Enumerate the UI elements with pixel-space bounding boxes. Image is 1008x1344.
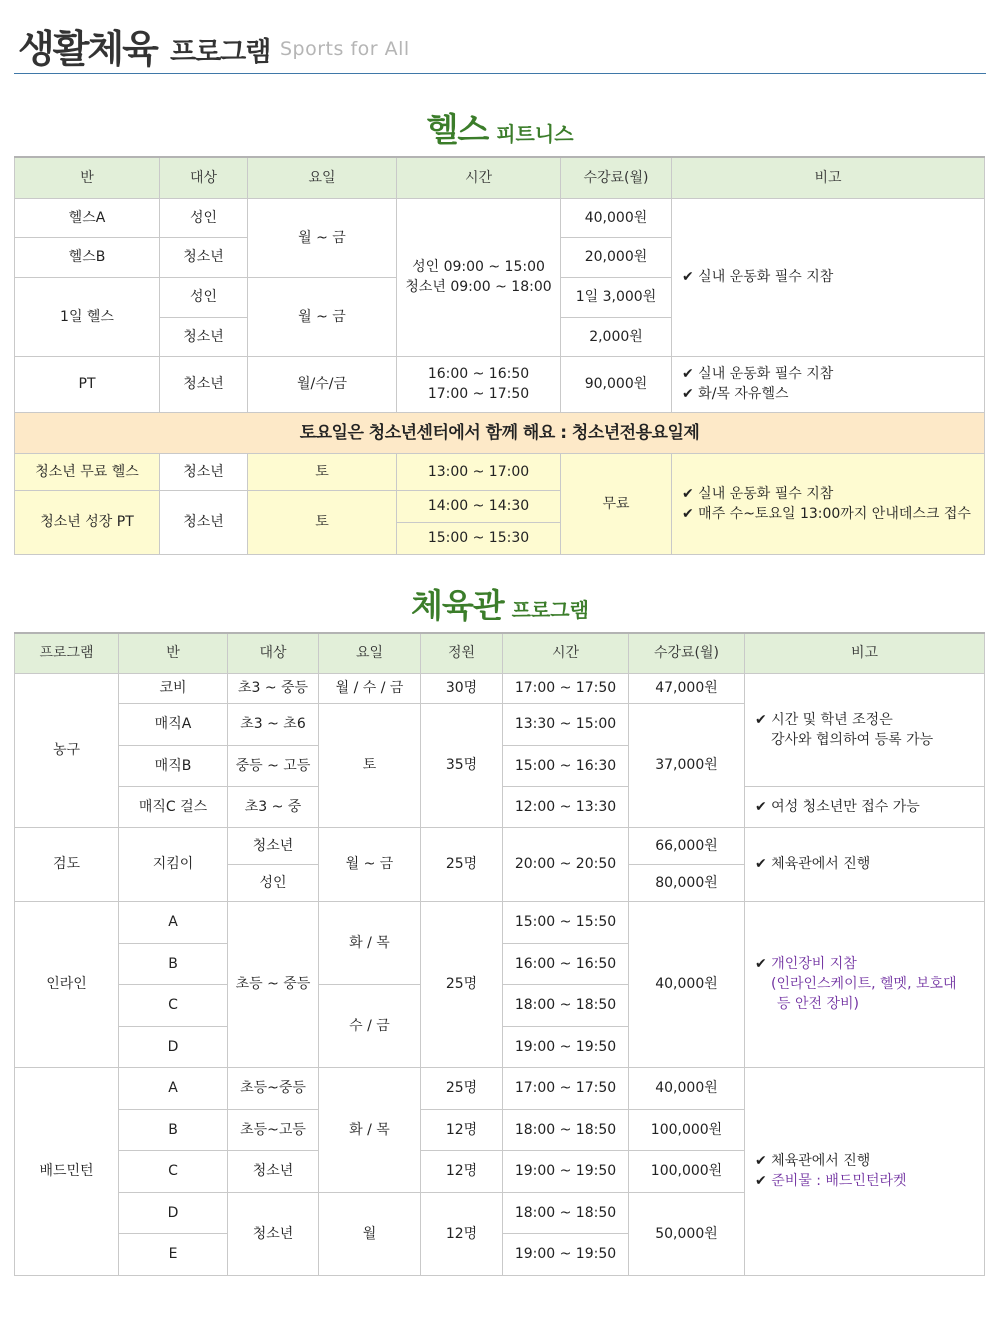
capacity-cell: 25명: [421, 901, 503, 1067]
note-line: ✔ 화/목 자유헬스: [682, 386, 789, 402]
col-header: 수강료(월): [629, 633, 745, 673]
target-cell: 성인: [228, 864, 319, 901]
time-cell: 13:00 ~ 17:00: [397, 453, 561, 490]
fee-cell: 무료: [561, 453, 672, 554]
note-line: 등 안전 장비): [777, 996, 859, 1012]
gym-table: [14, 632, 985, 1276]
day-cell: 월 / 수 / 금: [319, 673, 421, 703]
health-table: [14, 156, 985, 555]
time-cell: 16:00 ~ 16:50: [503, 943, 629, 984]
col-header: 대상: [228, 633, 319, 673]
time-line: 청소년 09:00 ~ 18:00: [405, 279, 552, 295]
target-cell: 초3 ~ 중: [228, 786, 319, 827]
table-row: [15, 1067, 985, 1109]
saturday-banner: 토요일은 청소년센터에서 함께 해요 : 청소년전용요일제: [15, 412, 985, 453]
time-cell: 13:30 ~ 15:00: [503, 703, 629, 745]
time-cell: [397, 198, 561, 356]
day-cell: 월 ~ 금: [248, 277, 397, 356]
class-cell: 헬스A: [15, 198, 160, 237]
time-line: 성인 09:00 ~ 15:00: [412, 259, 545, 275]
target-cell: 중등 ~ 고등: [228, 745, 319, 786]
page-title-english: Sports for All: [280, 38, 410, 60]
fee-cell: 1일 3,000원: [561, 277, 672, 317]
gym-title: 체육관: [411, 586, 504, 625]
note-line: ✔ 시간 및 학년 조정은: [755, 711, 893, 728]
fee-cell: 50,000원: [629, 1192, 745, 1275]
program-cell: 인라인: [15, 901, 119, 1067]
capacity-cell: 12명: [421, 1109, 503, 1150]
target-cell: 초등~중등: [228, 1067, 319, 1109]
col-header: 시간: [397, 157, 561, 198]
fee-cell: 80,000원: [629, 864, 745, 901]
note-cell: ✔ 실내 운동화 필수 지참: [672, 198, 985, 356]
target-cell: 초3 ~ 초6: [228, 703, 319, 745]
table-row: [15, 673, 985, 703]
time-cell: 12:00 ~ 13:30: [503, 786, 629, 827]
table-row: [15, 453, 985, 490]
time-cell: 14:00 ~ 14:30: [397, 490, 561, 522]
note-line: ✔ 실내 운동화 필수 지참: [682, 366, 834, 382]
col-header: 프로그램: [15, 633, 119, 673]
note-cell: ✔ 여성 청소년만 접수 가능: [745, 786, 985, 827]
time-line: 17:00 ~ 17:50: [427, 386, 530, 402]
class-cell: 청소년 성장 PT: [15, 490, 160, 554]
time-cell: 15:00 ~ 16:30: [503, 745, 629, 786]
day-cell: 화 / 목: [319, 1067, 421, 1192]
class-cell: B: [119, 1109, 228, 1150]
fee-cell: 20,000원: [561, 237, 672, 277]
page-title: 생활체육: [18, 27, 157, 71]
target-cell: 청소년: [160, 317, 248, 356]
note-line: 준비물 : 배드민턴라켓: [771, 1173, 907, 1189]
capacity-cell: 25명: [421, 827, 503, 901]
class-cell: C: [119, 984, 228, 1026]
time-cell: 20:00 ~ 20:50: [503, 827, 629, 901]
table-row: [15, 827, 985, 864]
time-line: 16:00 ~ 16:50: [427, 366, 530, 382]
class-cell: B: [119, 943, 228, 984]
health-subtitle: 피트니스: [496, 122, 574, 146]
fee-cell: 40,000원: [629, 901, 745, 1067]
table-row: [15, 198, 985, 237]
col-header: 수강료(월): [561, 157, 672, 198]
day-cell: 월 ~ 금: [248, 198, 397, 277]
time-cell: 17:00 ~ 17:50: [503, 1067, 629, 1109]
class-cell: 매직B: [119, 745, 228, 786]
fee-cell: 90,000원: [561, 356, 672, 412]
capacity-cell: 30명: [421, 673, 503, 703]
day-cell: 월/수/금: [248, 356, 397, 412]
target-cell: 성인: [160, 198, 248, 237]
day-cell: 토: [319, 703, 421, 827]
note-cell: [672, 356, 985, 412]
day-cell: 월: [319, 1192, 421, 1275]
class-cell: PT: [15, 356, 160, 412]
gym-header-row: [15, 633, 985, 673]
class-cell: D: [119, 1026, 228, 1067]
gym-section-title: [14, 580, 986, 627]
note-line: 개인장비 지참: [771, 956, 857, 972]
time-cell: 15:00 ~ 15:30: [397, 522, 561, 554]
check-icon: ✔: [755, 1173, 767, 1189]
class-cell: A: [119, 1067, 228, 1109]
class-cell: 지킴이: [119, 827, 228, 901]
day-cell: 토: [248, 453, 397, 490]
note-cell: ✔ 체육관에서 진행: [745, 827, 985, 901]
program-cell: 배드민턴: [15, 1067, 119, 1275]
class-cell: 헬스B: [15, 237, 160, 277]
col-header: 정원: [421, 633, 503, 673]
col-header: 요일: [319, 633, 421, 673]
note-line: ✔ 매주 수~토요일 13:00까지 안내데스크 접수: [682, 505, 971, 522]
capacity-cell: 35명: [421, 703, 503, 827]
class-cell: 1일 헬스: [15, 277, 160, 356]
fee-cell: 37,000원: [629, 703, 745, 827]
fee-cell: 40,000원: [561, 198, 672, 237]
table-row: [15, 356, 985, 412]
day-cell: 화 / 목: [319, 901, 421, 984]
saturday-banner-row: [15, 412, 985, 453]
col-header: 시간: [503, 633, 629, 673]
note-line: ✔ 체육관에서 진행: [755, 1153, 871, 1169]
time-cell: 19:00 ~ 19:50: [503, 1233, 629, 1275]
fee-cell: 100,000원: [629, 1150, 745, 1192]
target-cell: 성인: [160, 277, 248, 317]
time-cell: 19:00 ~ 19:50: [503, 1150, 629, 1192]
fee-cell: 66,000원: [629, 827, 745, 864]
col-header: 요일: [248, 157, 397, 198]
time-cell: [397, 356, 561, 412]
note-line: (인라인스케이트, 헬멧, 보호대: [771, 976, 957, 992]
health-title: 헬스: [426, 110, 489, 149]
fee-cell: 47,000원: [629, 673, 745, 703]
col-header: 반: [15, 157, 160, 198]
note-cell: [745, 1067, 985, 1275]
class-cell: D: [119, 1192, 228, 1233]
capacity-cell: 25명: [421, 1067, 503, 1109]
table-row: [15, 901, 985, 943]
health-header-row: [15, 157, 985, 198]
col-header: 대상: [160, 157, 248, 198]
day-cell: 월 ~ 금: [319, 827, 421, 901]
gym-subtitle: 프로그램: [511, 598, 589, 622]
class-cell: A: [119, 901, 228, 943]
time-cell: 18:00 ~ 18:50: [503, 1109, 629, 1150]
page-header: [14, 10, 986, 74]
capacity-cell: 12명: [421, 1150, 503, 1192]
day-cell: 수 / 금: [319, 984, 421, 1067]
time-cell: 17:00 ~ 17:50: [503, 673, 629, 703]
col-header: 비고: [672, 157, 985, 198]
target-cell: 청소년: [228, 1150, 319, 1192]
page-subtitle: 프로그램: [170, 37, 271, 68]
col-header: 비고: [745, 633, 985, 673]
class-cell: 청소년 무료 헬스: [15, 453, 160, 490]
note-cell: [745, 673, 985, 786]
time-cell: 18:00 ~ 18:50: [503, 1192, 629, 1233]
target-cell: 청소년: [228, 827, 319, 864]
note-line: ✔ 실내 운동화 필수 지참: [682, 485, 834, 502]
health-section-title: [14, 104, 986, 151]
target-cell: 청소년: [160, 237, 248, 277]
check-icon: ✔: [755, 956, 767, 972]
class-cell: 매직C 걸스: [119, 786, 228, 827]
target-cell: 초3 ~ 중등: [228, 673, 319, 703]
fee-cell: 2,000원: [561, 317, 672, 356]
note-cell: [672, 453, 985, 554]
target-cell: 청소년: [228, 1192, 319, 1275]
col-header: 반: [119, 633, 228, 673]
program-cell: 농구: [15, 673, 119, 827]
program-cell: 검도: [15, 827, 119, 901]
fee-cell: 100,000원: [629, 1109, 745, 1150]
class-cell: E: [119, 1233, 228, 1275]
time-cell: 18:00 ~ 18:50: [503, 984, 629, 1026]
target-cell: 청소년: [160, 356, 248, 412]
fee-cell: 40,000원: [629, 1067, 745, 1109]
time-cell: 19:00 ~ 19:50: [503, 1026, 629, 1067]
note-line: 강사와 협의하여 등록 가능: [771, 731, 934, 748]
capacity-cell: 12명: [421, 1192, 503, 1275]
class-cell: C: [119, 1150, 228, 1192]
target-cell: 청소년: [160, 453, 248, 490]
target-cell: 초등 ~ 중등: [228, 901, 319, 1067]
class-cell: 매직A: [119, 703, 228, 745]
class-cell: 코비: [119, 673, 228, 703]
target-cell: 청소년: [160, 490, 248, 554]
target-cell: 초등~고등: [228, 1109, 319, 1150]
time-cell: 15:00 ~ 15:50: [503, 901, 629, 943]
day-cell: 토: [248, 490, 397, 554]
note-cell: [745, 901, 985, 1067]
